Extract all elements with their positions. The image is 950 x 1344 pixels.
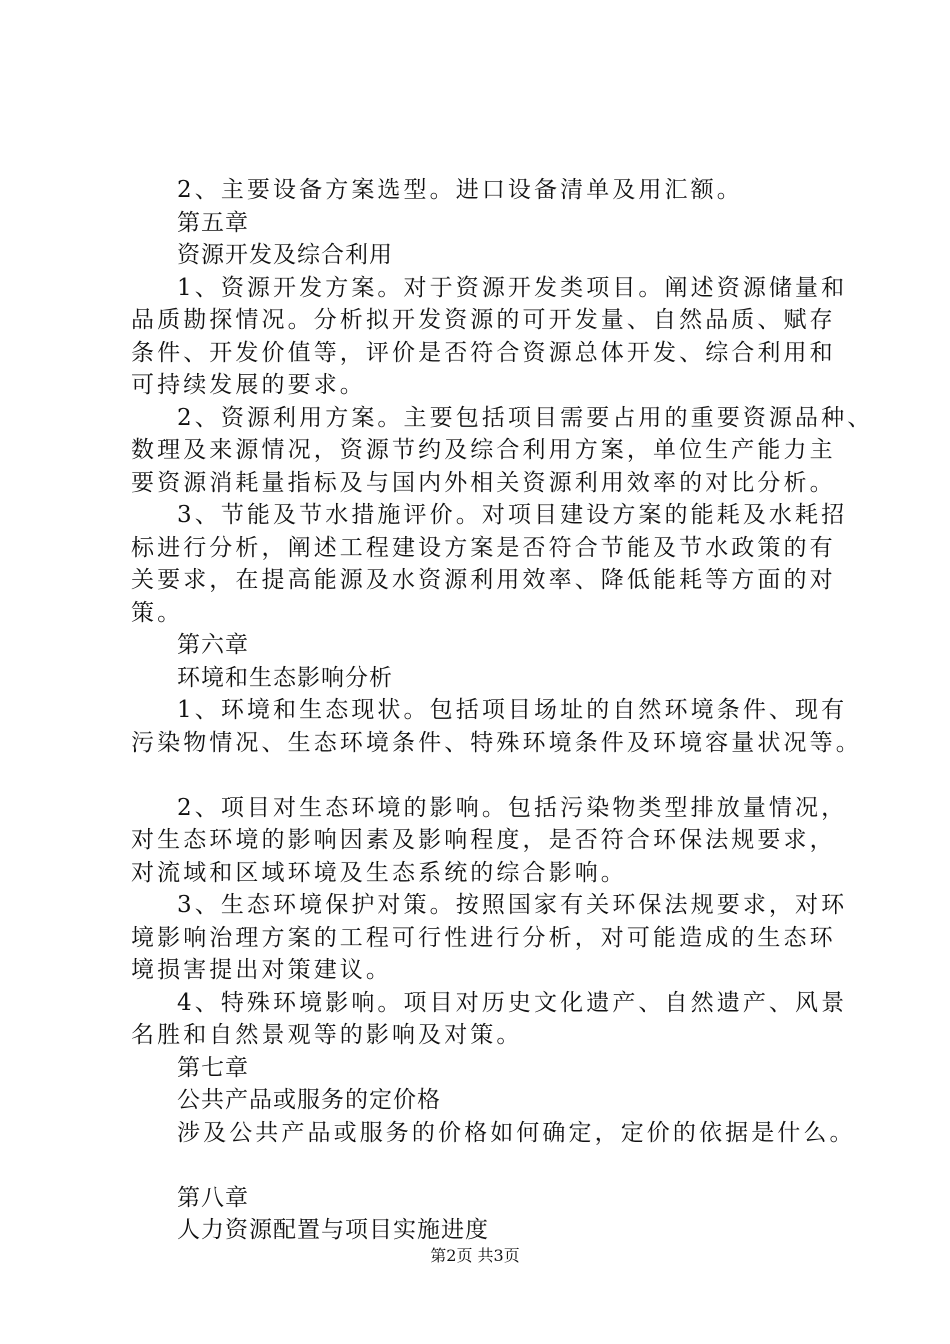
chapter-heading-line: 第八章 — [177, 1184, 249, 1211]
paragraph-line: 2、主要设备方案选型。进口设备清单及用汇额。 — [177, 177, 743, 203]
paragraph-line: 策。 — [131, 599, 184, 626]
chapter-heading-line: 资源开发及综合利用 — [177, 242, 393, 268]
paragraph-line: 4、特殊环境影响。项目对历史文化遗产、自然遗产、风景 — [177, 989, 848, 1016]
paragraph-line: 数理及来源情况，资源节约及综合利用方案，单位生产能力主 — [131, 437, 836, 463]
paragraph-line: 对生态环境的影响因素及影响程度，是否符合环保法规要求， — [131, 827, 836, 853]
page-footer: 第2页 共3页 — [430, 1246, 520, 1265]
chapter-heading-line: 公共产品或服务的定价格 — [177, 1087, 441, 1113]
paragraph-line: 1、资源开发方案。对于资源开发类项目。阐述资源储量和 — [177, 274, 848, 301]
paragraph-line: 3、节能及节水措施评价。对项目建设方案的能耗及水耗招 — [177, 502, 848, 528]
blank-line — [131, 759, 831, 792]
paragraph-line: 对流域和区域环境及生态系统的综合影响。 — [131, 859, 627, 886]
chapter-heading-line: 人力资源配置与项目实施进度 — [177, 1217, 489, 1243]
paragraph-line: 3、生态环境保护对策。按照国家有关环保法规要求，对环 — [177, 892, 848, 918]
chapter-heading-line: 第七章 — [177, 1054, 249, 1081]
document-body — [131, 174, 874, 1247]
paragraph-line: 2、项目对生态环境的影响。包括污染物类型排放量情况， — [177, 794, 848, 821]
paragraph-line: 条件、开发价值等，评价是否符合资源总体开发、综合利用和 — [131, 339, 836, 366]
paragraph-line: 境损害提出对策建议。 — [131, 957, 392, 983]
paragraph-line: 污染物情况、生态环境条件、特殊环境条件及环境容量状况等。 — [131, 729, 862, 756]
chapter-heading-line: 第五章 — [177, 209, 249, 236]
paragraph-line: 要资源消耗量指标及与国内外相关资源利用效率的对比分析。 — [131, 469, 836, 496]
paragraph-line: 涉及公共产品或服务的价格如何确定，定价的依据是什么。 — [177, 1119, 856, 1146]
paragraph-line: 境影响治理方案的工程可行性进行分析，对可能造成的生态环 — [131, 924, 836, 951]
chapter-heading-line: 环境和生态影响分析 — [177, 664, 393, 691]
paragraph-line: 2、资源利用方案。主要包括项目需要占用的重要资源品种、 — [177, 404, 874, 431]
paragraph-line: 名胜和自然景观等的影响及对策。 — [131, 1022, 523, 1048]
paragraph-line: 关要求，在提高能源及水资源利用效率、降低能耗等方面的对 — [131, 567, 836, 593]
paragraph-line: 标进行分析，阐述工程建设方案是否符合节能及节水政策的有 — [131, 534, 836, 561]
chapter-heading-line: 第六章 — [177, 632, 249, 658]
paragraph-line: 1、环境和生态现状。包括项目场址的自然环境条件、现有 — [177, 697, 848, 723]
blank-line — [131, 1149, 831, 1182]
paragraph-line: 品质勘探情况。分析拟开发资源的可开发量、自然品质、赋存 — [131, 307, 836, 333]
paragraph-line: 可持续发展的要求。 — [131, 372, 366, 398]
